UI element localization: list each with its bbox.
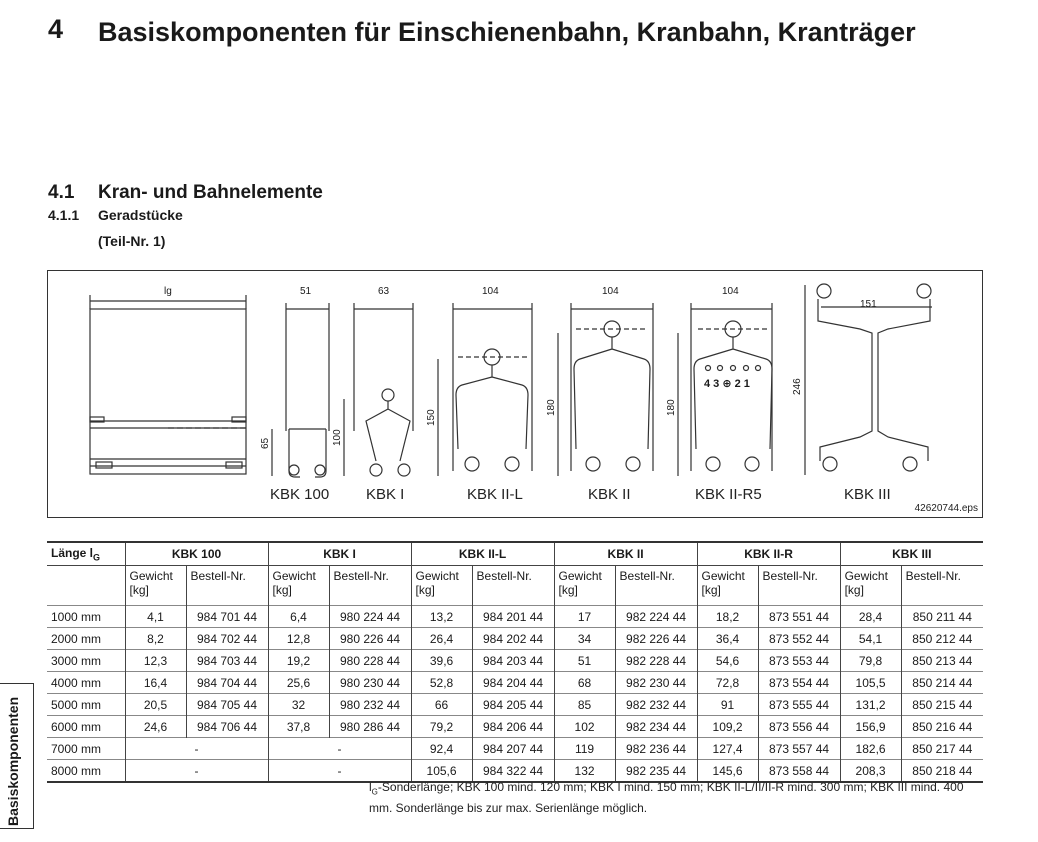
order-number-cell: 980 232 44 <box>329 694 411 716</box>
group-header: KBK III <box>840 542 983 566</box>
table-header-groups <box>47 542 983 566</box>
length-cell: 2000 mm <box>47 628 125 650</box>
weight-col-header: Gewicht [kg] <box>697 566 758 606</box>
weight-cell: 32 <box>268 694 329 716</box>
weight-cell: 37,8 <box>268 716 329 738</box>
order-number-cell: 982 226 44 <box>615 628 697 650</box>
weight-cell: 24,6 <box>125 716 186 738</box>
length-cell: 6000 mm <box>47 716 125 738</box>
order-number-cell: 982 236 44 <box>615 738 697 760</box>
group-header: KBK II-R <box>697 542 840 566</box>
dim-kbk2-width: 104 <box>602 286 619 297</box>
weight-cell: 34 <box>554 628 615 650</box>
order-number-cell: 984 703 44 <box>186 650 268 672</box>
order-col-header: Bestell-Nr. <box>615 566 697 606</box>
weight-cell: 85 <box>554 694 615 716</box>
weight-cell: 119 <box>554 738 615 760</box>
unavailable-cell: - <box>268 760 411 783</box>
weight-cell: 208,3 <box>840 760 901 783</box>
dim-kbk2l-height: 150 <box>426 409 437 426</box>
order-number-cell: 982 234 44 <box>615 716 697 738</box>
label-kbk1: KBK I <box>366 486 405 503</box>
kbk100-profile <box>272 303 329 477</box>
order-number-cell: 984 202 44 <box>472 628 554 650</box>
order-number-cell: 873 552 44 <box>758 628 840 650</box>
weight-col-header: Gewicht [kg] <box>268 566 329 606</box>
weight-cell: 6,4 <box>268 606 329 628</box>
spec-table <box>47 541 983 783</box>
weight-cell: 105,5 <box>840 672 901 694</box>
order-number-cell: 984 206 44 <box>472 716 554 738</box>
side-tab <box>0 683 34 829</box>
label-kbk100: KBK 100 <box>270 486 330 503</box>
group-header: KBK I <box>268 542 411 566</box>
weight-cell: 8,2 <box>125 628 186 650</box>
table-row <box>47 628 983 650</box>
weight-cell: 52,8 <box>411 672 472 694</box>
subsection-title: Geradstücke <box>98 207 183 223</box>
dim-kbk2r5-height: 180 <box>666 399 677 416</box>
order-number-cell: 850 216 44 <box>901 716 983 738</box>
unavailable-cell: - <box>268 738 411 760</box>
weight-col-header: Gewicht [kg] <box>411 566 472 606</box>
unavailable-cell: - <box>125 738 268 760</box>
length-header: Länge $l_G$ <box>47 542 125 566</box>
straight-piece-sketch <box>90 295 246 474</box>
order-number-cell: 850 218 44 <box>901 760 983 783</box>
weight-cell: 51 <box>554 650 615 672</box>
part-number: (Teil-Nr. 1) <box>98 233 166 249</box>
weight-cell: 39,6 <box>411 650 472 672</box>
profile-drawing-svg <box>48 271 982 517</box>
unavailable-cell: - <box>125 760 268 783</box>
order-number-cell: 984 705 44 <box>186 694 268 716</box>
dim-kbk3-width: 151 <box>860 299 877 310</box>
weight-cell: 17 <box>554 606 615 628</box>
order-col-header: Bestell-Nr. <box>758 566 840 606</box>
side-tab-label: Basiskomponenten <box>5 696 21 826</box>
weight-cell: 156,9 <box>840 716 901 738</box>
weight-cell: 182,6 <box>840 738 901 760</box>
order-number-cell: 873 558 44 <box>758 760 840 783</box>
weight-cell: 68 <box>554 672 615 694</box>
kbk1-profile <box>344 303 413 476</box>
order-number-cell: 980 226 44 <box>329 628 411 650</box>
weight-cell: 36,4 <box>697 628 758 650</box>
order-number-cell: 982 230 44 <box>615 672 697 694</box>
kbk2l-profile <box>438 303 532 476</box>
order-col-header: Bestell-Nr. <box>186 566 268 606</box>
order-col-header: Bestell-Nr. <box>472 566 554 606</box>
table-body <box>47 606 983 783</box>
length-cell: 5000 mm <box>47 694 125 716</box>
order-col-header: Bestell-Nr. <box>901 566 983 606</box>
weight-col-header: Gewicht [kg] <box>125 566 186 606</box>
order-number-cell: 984 204 44 <box>472 672 554 694</box>
order-number-cell: 984 701 44 <box>186 606 268 628</box>
order-number-cell: 850 214 44 <box>901 672 983 694</box>
order-number-cell: 984 207 44 <box>472 738 554 760</box>
weight-cell: 16,4 <box>125 672 186 694</box>
section-title: Kran- und Bahnelemente <box>98 182 323 203</box>
weight-cell: 20,5 <box>125 694 186 716</box>
weight-cell: 109,2 <box>697 716 758 738</box>
order-number-cell: 850 211 44 <box>901 606 983 628</box>
kbk3-profile <box>805 284 932 475</box>
weight-cell: 92,4 <box>411 738 472 760</box>
label-kbk2l: KBK II-L <box>467 486 523 503</box>
weight-cell: 102 <box>554 716 615 738</box>
dim-lg: lg <box>164 286 172 297</box>
order-number-cell: 980 224 44 <box>329 606 411 628</box>
conductor-numbers: 4 3 ⊕ 2 1 <box>704 378 750 390</box>
order-number-cell: 873 555 44 <box>758 694 840 716</box>
order-number-cell: 982 235 44 <box>615 760 697 783</box>
order-number-cell: 982 228 44 <box>615 650 697 672</box>
group-header: KBK 100 <box>125 542 268 566</box>
group-header: KBK II-L <box>411 542 554 566</box>
subsection-number: 4.1.1 <box>48 207 80 223</box>
order-number-cell: 984 702 44 <box>186 628 268 650</box>
order-number-cell: 873 557 44 <box>758 738 840 760</box>
weight-cell: 18,2 <box>697 606 758 628</box>
order-number-cell: 850 212 44 <box>901 628 983 650</box>
order-number-cell: 982 224 44 <box>615 606 697 628</box>
order-number-cell: 873 556 44 <box>758 716 840 738</box>
table-row <box>47 672 983 694</box>
footnote: $l_G$-Sonderlänge; KBK 100 mind. 120 mm; KBK I mind. 150 mm; KBK II-L/II/II-R mind. 300 mm; KBK III mind. 400 mm. Sonderlänge bis zur max. Serienlänge möglich. <box>369 780 964 816</box>
order-number-cell: 850 213 44 <box>901 650 983 672</box>
dim-kbk1-width: 63 <box>378 286 390 297</box>
label-kbk2: KBK II <box>588 486 631 503</box>
weight-cell: 13,2 <box>411 606 472 628</box>
length-cell: 4000 mm <box>47 672 125 694</box>
dim-kbk100-width: 51 <box>300 286 312 297</box>
kbk2-profile <box>558 303 653 476</box>
order-number-cell: 850 215 44 <box>901 694 983 716</box>
weight-cell: 66 <box>411 694 472 716</box>
order-number-cell: 982 232 44 <box>615 694 697 716</box>
label-kbk2r5: KBK II-R5 <box>695 486 762 503</box>
weight-cell: 25,6 <box>268 672 329 694</box>
order-number-cell: 984 201 44 <box>472 606 554 628</box>
weight-cell: 131,2 <box>840 694 901 716</box>
order-number-cell: 850 217 44 <box>901 738 983 760</box>
weight-cell: 26,4 <box>411 628 472 650</box>
weight-cell: 72,8 <box>697 672 758 694</box>
order-number-cell: 984 322 44 <box>472 760 554 783</box>
dim-kbk2l-width: 104 <box>482 286 499 297</box>
weight-cell: 4,1 <box>125 606 186 628</box>
weight-cell: 12,8 <box>268 628 329 650</box>
order-number-cell: 873 553 44 <box>758 650 840 672</box>
profile-drawing <box>47 270 983 518</box>
table-row <box>47 716 983 738</box>
dim-kbk2r5-width: 104 <box>722 286 739 297</box>
weight-col-header: Gewicht [kg] <box>554 566 615 606</box>
dim-kbk1-height: 100 <box>332 429 343 446</box>
empty-header-cell <box>47 566 125 606</box>
weight-cell: 12,3 <box>125 650 186 672</box>
length-cell: 1000 mm <box>47 606 125 628</box>
length-cell: 8000 mm <box>47 760 125 783</box>
order-col-header: Bestell-Nr. <box>329 566 411 606</box>
weight-cell: 19,2 <box>268 650 329 672</box>
table-row <box>47 606 983 628</box>
weight-cell: 79,2 <box>411 716 472 738</box>
length-cell: 3000 mm <box>47 650 125 672</box>
weight-cell: 105,6 <box>411 760 472 783</box>
length-cell: 7000 mm <box>47 738 125 760</box>
chapter-title: Basiskomponenten für Einschienenbahn, Kranbahn, Kranträger <box>98 17 916 47</box>
order-number-cell: 980 230 44 <box>329 672 411 694</box>
order-number-cell: 873 554 44 <box>758 672 840 694</box>
weight-cell: 28,4 <box>840 606 901 628</box>
order-number-cell: 984 704 44 <box>186 672 268 694</box>
weight-cell: 54,1 <box>840 628 901 650</box>
table-header-columns <box>47 566 983 606</box>
dim-kbk2-height: 180 <box>546 399 557 416</box>
group-header: KBK II <box>554 542 697 566</box>
order-number-cell: 980 286 44 <box>329 716 411 738</box>
weight-cell: 54,6 <box>697 650 758 672</box>
table-row <box>47 650 983 672</box>
order-number-cell: 980 228 44 <box>329 650 411 672</box>
order-number-cell: 984 203 44 <box>472 650 554 672</box>
chapter-number: 4 <box>48 14 64 44</box>
order-number-cell: 984 706 44 <box>186 716 268 738</box>
file-reference: 42620744.eps <box>914 503 978 514</box>
weight-cell: 91 <box>697 694 758 716</box>
weight-cell: 145,6 <box>697 760 758 783</box>
weight-cell: 132 <box>554 760 615 783</box>
order-number-cell: 984 205 44 <box>472 694 554 716</box>
dim-kbk3-height: 246 <box>792 378 803 395</box>
weight-cell: 79,8 <box>840 650 901 672</box>
weight-col-header: Gewicht [kg] <box>840 566 901 606</box>
weight-cell: 127,4 <box>697 738 758 760</box>
order-number-cell: 873 551 44 <box>758 606 840 628</box>
section-number: 4.1 <box>48 182 75 203</box>
dim-kbk100-height: 65 <box>260 437 271 449</box>
label-kbk3: KBK III <box>844 486 891 503</box>
table-row <box>47 738 983 760</box>
table-row <box>47 694 983 716</box>
